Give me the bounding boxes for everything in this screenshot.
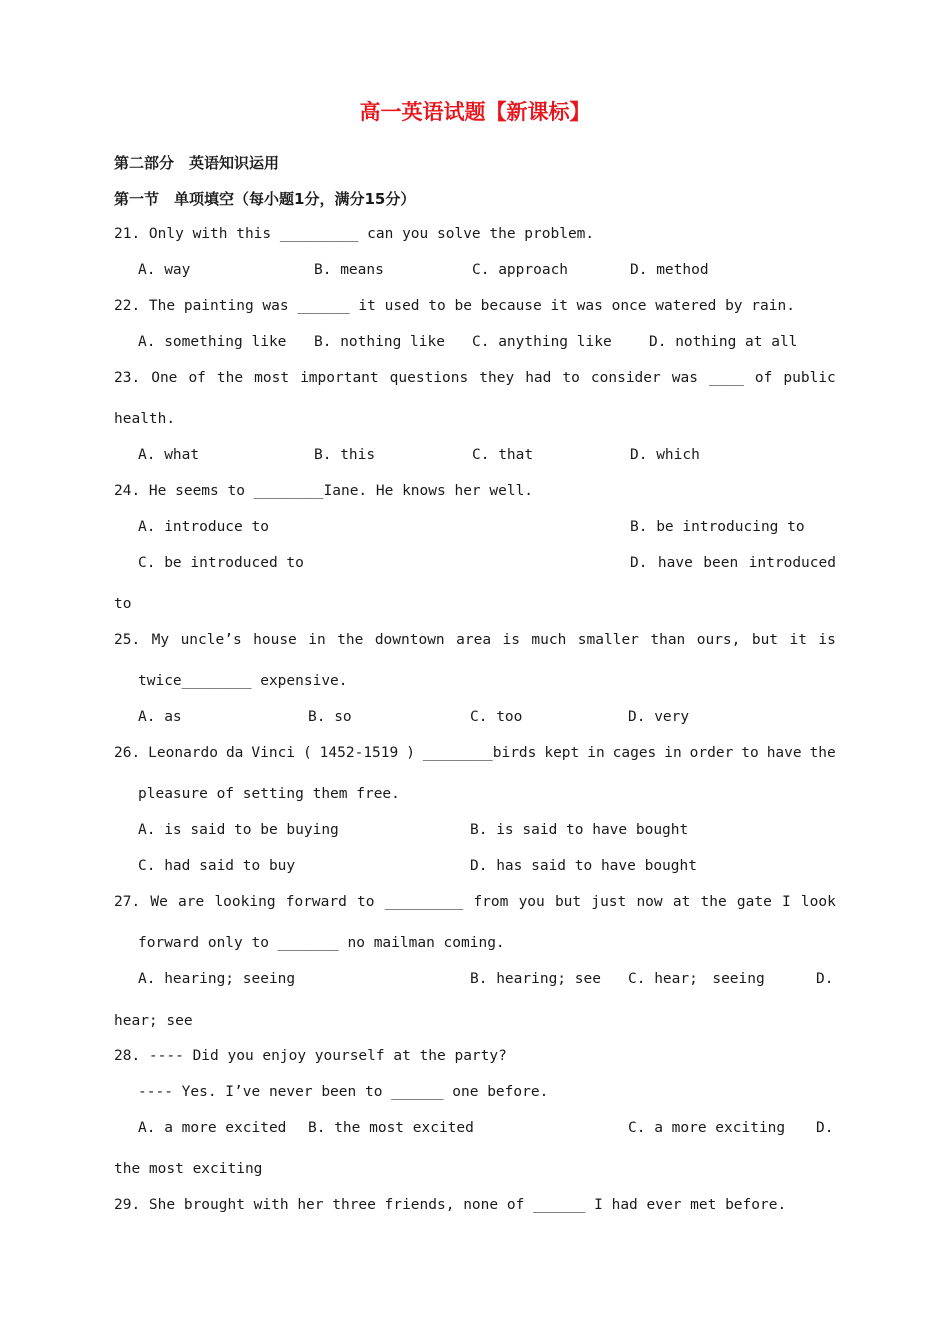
question-28-stem-reply: ---- Yes. I’ve never been to ______ one before. — [138, 1084, 549, 1100]
question-22-option-c: C. anything like — [472, 334, 612, 350]
question-25-option-b: B. so — [308, 709, 352, 725]
question-25-stem: 25. My uncle’s house in the downtown area is much smaller than ours, but it is — [114, 632, 836, 648]
question-26-stem-continued: pleasure of setting them free. — [138, 786, 400, 802]
question-28-option-b: B. the most excited — [308, 1120, 474, 1136]
question-27-option-a: A. hearing; seeing — [138, 971, 296, 987]
question-26-option-a: A. is said to be buying — [138, 822, 339, 838]
question-21-option-d: D. method — [630, 262, 709, 278]
question-24-option-c: C. be introduced to — [138, 555, 304, 571]
question-28-option-d-label: D. — [816, 1120, 834, 1136]
question-23-stem: 23. One of the most important questions they had to consider was ____ of public — [114, 370, 836, 386]
question-26-stem: 26. Leonardo da Vinci ( 1452-1519 ) ________birds kept in cages in order to have the — [114, 745, 836, 761]
question-21-option-c: C. approach — [472, 262, 569, 278]
question-24-stem: 24. He seems to ________Iane. He knows her well. — [114, 483, 534, 499]
question-28-option-d: the most exciting — [114, 1161, 263, 1177]
question-28-option-a: A. a more excited — [138, 1120, 287, 1136]
question-28-stem: 28. ---- Did you enjoy yourself at the party? — [114, 1048, 507, 1064]
question-27-stem-continued: forward only to _______ no mailman coming. — [138, 935, 505, 951]
question-28-option-c: C. a more exciting — [628, 1120, 786, 1136]
question-24-option-b: B. be introducing to — [630, 519, 805, 535]
question-22-option-b: B. nothing like — [314, 334, 445, 350]
question-23-option-c: C. that — [472, 447, 534, 463]
question-21-stem: 21. Only with this _________ can you solve the problem. — [114, 226, 595, 242]
question-24-option-a: A. introduce to — [138, 519, 269, 535]
question-23-stem-continued: health. — [114, 411, 176, 427]
question-26-option-d: D. has said to have bought — [470, 858, 697, 874]
question-22-option-d: D. nothing at all — [649, 334, 798, 350]
question-22-option-a: A. something like — [138, 334, 287, 350]
question-25-option-a: A. as — [138, 709, 182, 725]
question-21-option-a: A. way — [138, 262, 191, 278]
question-26-option-c: C. had said to buy — [138, 858, 296, 874]
question-24-option-d-continued: to — [114, 596, 132, 612]
question-25-stem-continued: twice________ expensive. — [138, 673, 348, 689]
question-29-stem: 29. She brought with her three friends, none of ______ I had ever met before. — [114, 1197, 787, 1213]
question-24-option-d: D. have been introduced — [630, 555, 836, 571]
question-23-option-a: A. what — [138, 447, 200, 463]
question-25-option-c: C. too — [470, 709, 523, 725]
question-26-option-b: B. is said to have bought — [470, 822, 689, 838]
question-27-stem: 27. We are looking forward to _________ from you but just now at the gate I look — [114, 894, 836, 910]
question-27-option-c: C. hear; seeing — [628, 971, 765, 987]
page-title: 高一英语试题【新课标】 — [359, 100, 591, 124]
question-27-option-d-label: D. — [816, 971, 834, 987]
question-23-option-d: D. which — [630, 447, 700, 463]
question-25-option-d: D. very — [628, 709, 690, 725]
part-heading: 第二部分 英语知识运用 — [114, 154, 280, 172]
question-27-option-b: B. hearing; see — [470, 971, 601, 987]
question-23-option-b: B. this — [314, 447, 376, 463]
section-heading: 第一节 单项填空（每小题1分，满分15分） — [114, 190, 416, 208]
question-21-option-b: B. means — [314, 262, 384, 278]
question-27-option-d: hear; see — [114, 1013, 193, 1029]
question-22-stem: 22. The painting was ______ it used to be because it was once watered by rain. — [114, 298, 795, 314]
